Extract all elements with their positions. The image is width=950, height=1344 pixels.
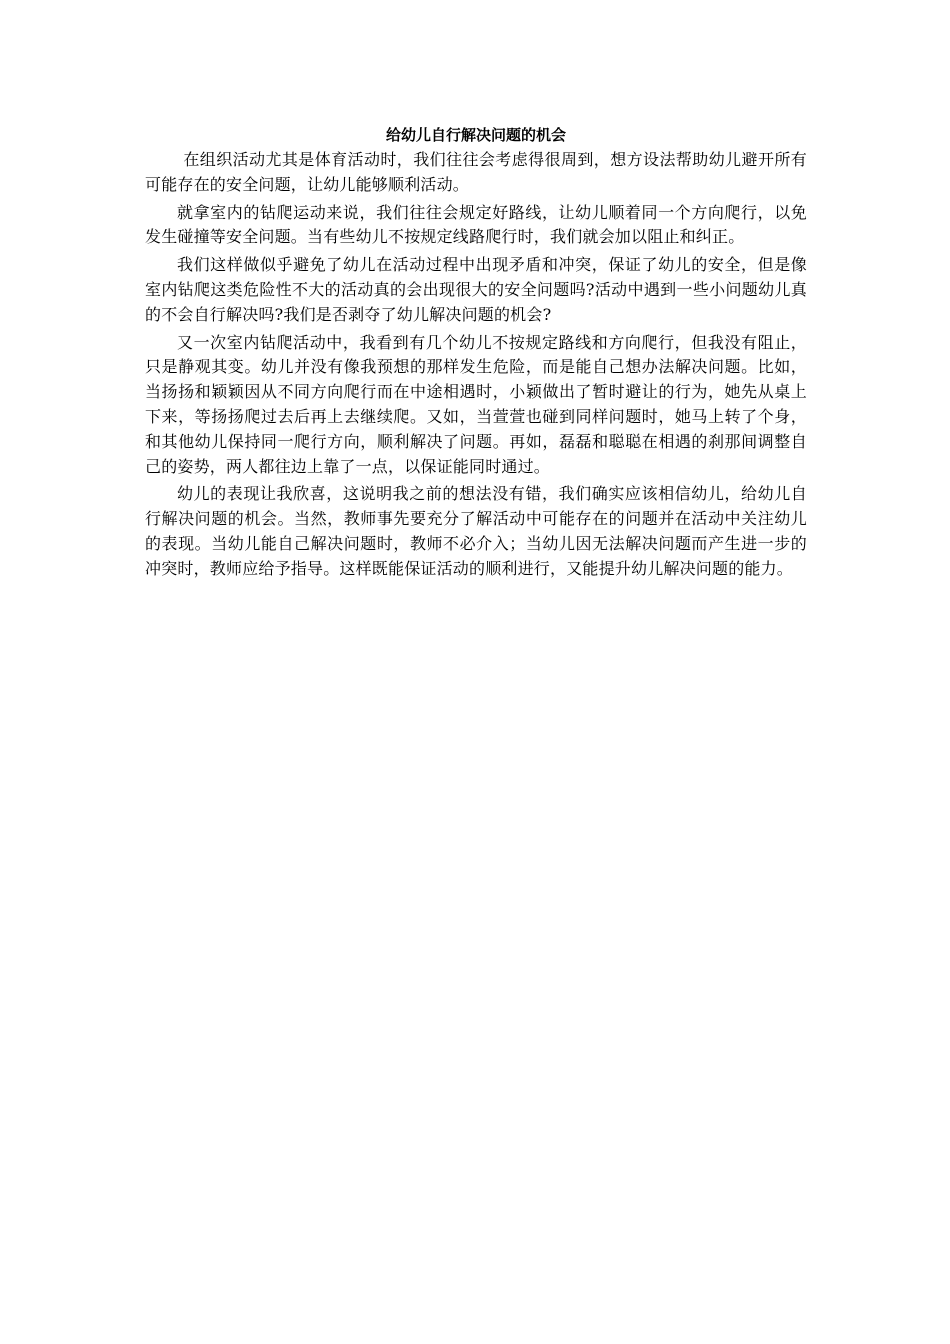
paragraph-3: 我们这样做似乎避免了幼儿在活动过程中出现矛盾和冲突，保证了幼儿的安全，但是像室内钻爬这类危险性不大的活动真的会出现很大的安全问题吗?活动中遇到一些小问题幼儿真的不会自行解决吗?我们是否剥夺了幼儿解决问题的机会?	[145, 255, 807, 324]
document-page	[145, 124, 807, 585]
paragraph-2: 就拿室内的钻爬运动来说，我们往往会规定好路线，让幼儿顺着同一个方向爬行，以免发生碰撞等安全问题。当有些幼儿不按规定线路爬行时，我们就会加以阻止和纠正。	[145, 202, 807, 247]
paragraph-5: 幼儿的表现让我欣喜，这说明我之前的想法没有错，我们确实应该相信幼儿，给幼儿自行解决问题的机会。当然，教师事先要充分了解活动中可能存在的问题并在活动中关注幼儿的表现。当幼儿能自己解决问题时，教师不必介入；当幼儿因无法解决问题而产生进一步的冲突时，教师应给予指导。这样既能保证活动的顺利进行，又能提升幼儿解决问题的能力。	[145, 484, 807, 578]
paragraph-4: 又一次室内钻爬活动中，我看到有几个幼儿不按规定路线和方向爬行，但我没有阻止，只是静观其变。幼儿并没有像我预想的那样发生危险，而是能自己想办法解决问题。比如，当扬扬和颖颖因从不同方向爬行而在中途相遇时，小颖做出了暂时避让的行为，她先从桌上下来，等扬扬爬过去后再上去继续爬。又如，当萱萱也碰到同样问题时，她马上转了个身，和其他幼儿保持同一爬行方向，顺利解决了问题。再如，磊磊和聪聪在相遇的刹那间调整自己的姿势，两人都往边上靠了一点，以保证能同时通过。	[145, 332, 807, 476]
paragraph-1: 在组织活动尤其是体育活动时，我们往往会考虑得很周到，想方设法帮助幼儿避开所有可能存在的安全问题，让幼儿能够顺利活动。	[145, 150, 807, 194]
document-title: 给幼儿自行解决问题的机会	[385, 126, 566, 144]
